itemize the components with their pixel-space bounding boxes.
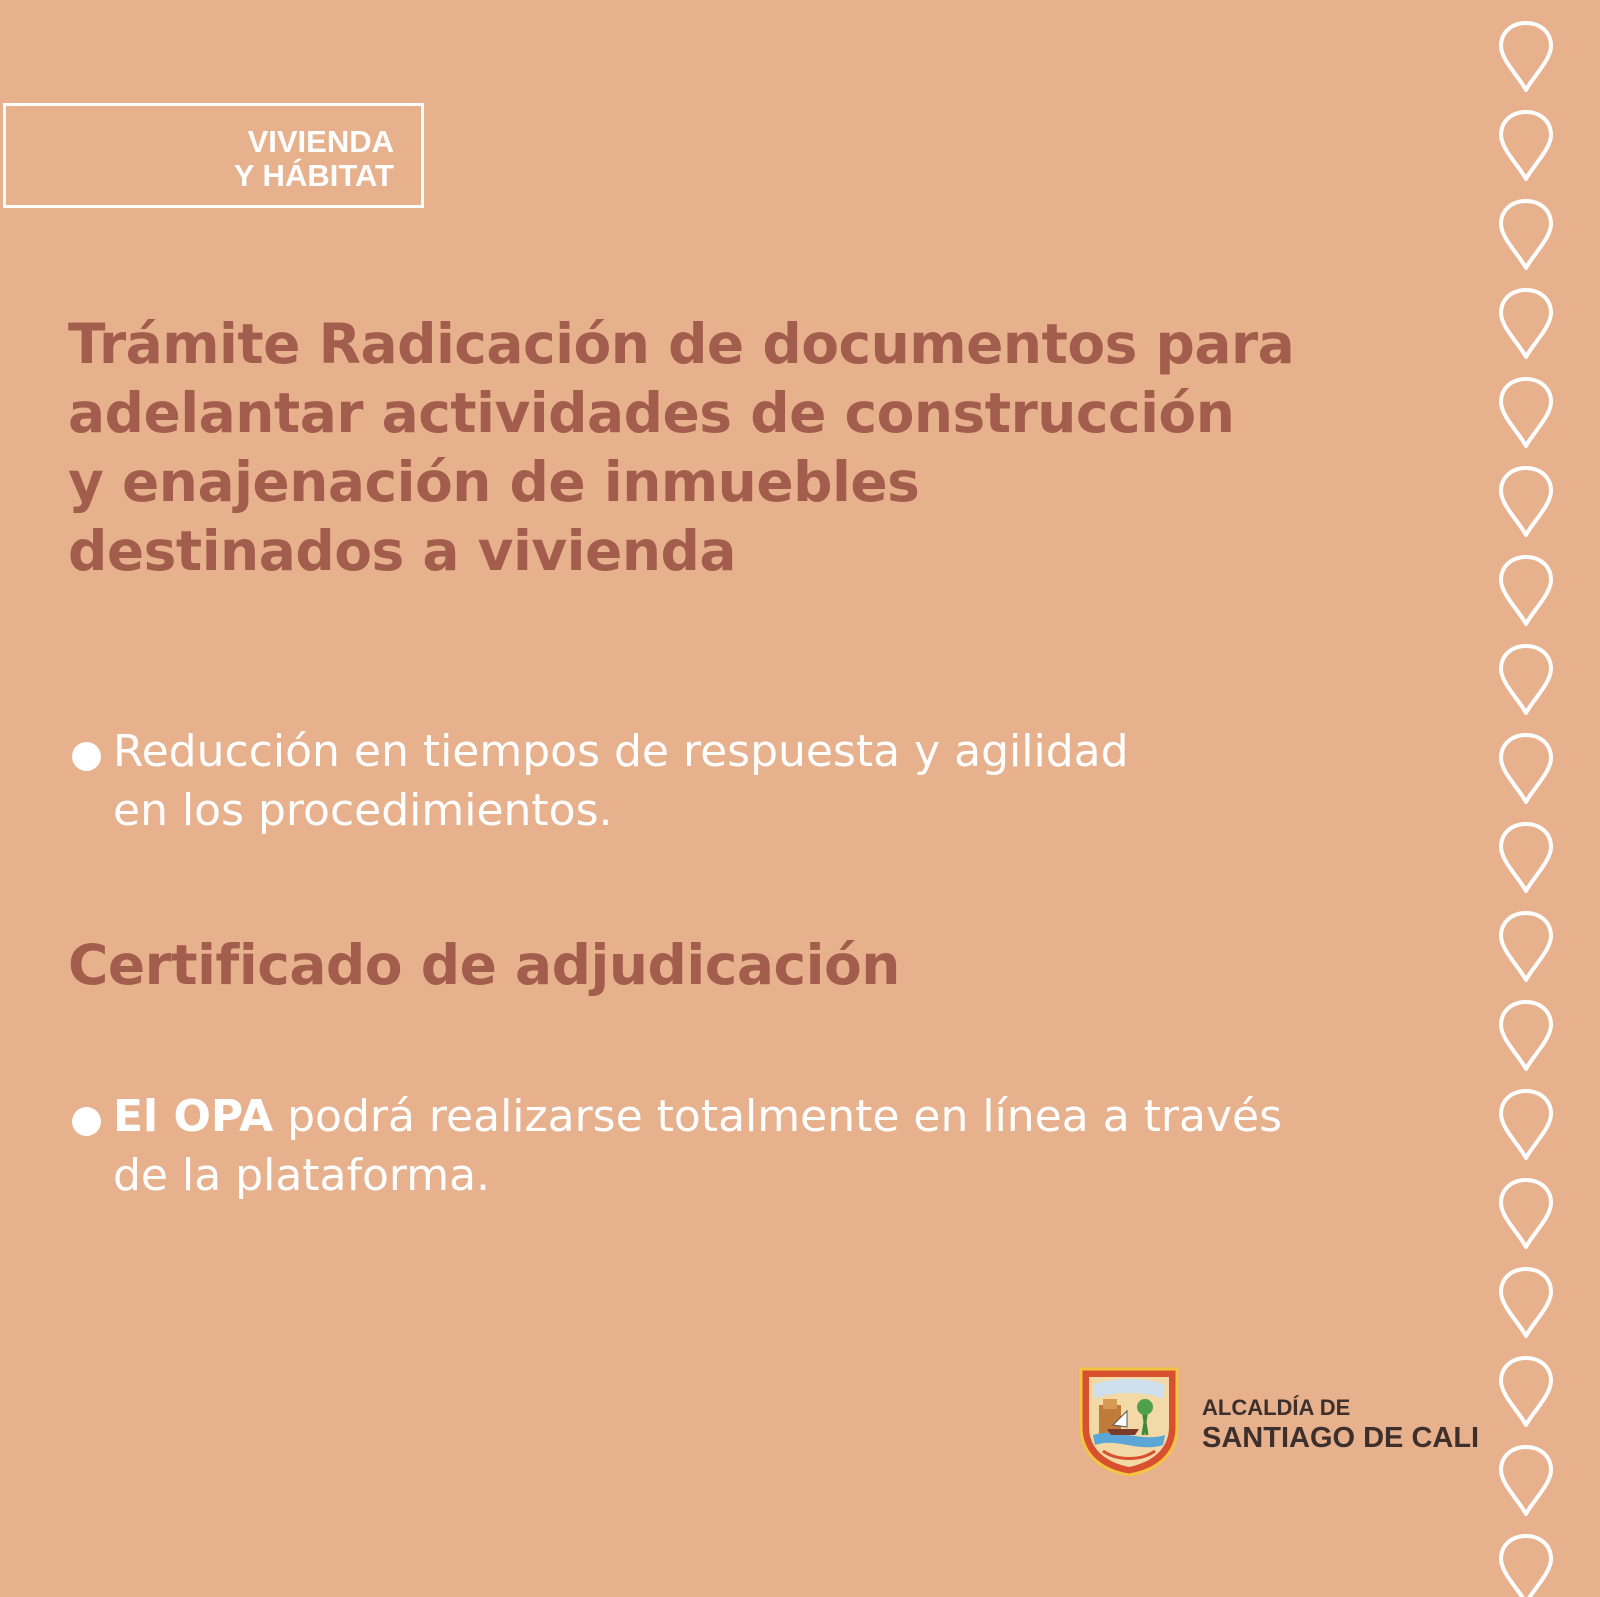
map-pin-outline-icon [1501, 735, 1551, 802]
bullet-line [113, 1087, 1412, 1146]
map-pin-outline-icon [1501, 201, 1551, 268]
map-pin-outline-icon [1496, 18, 1556, 1597]
bullet-item-opa-online [72, 1087, 1412, 1205]
map-pin-outline-icon [1501, 1358, 1551, 1425]
map-pin-outline-icon [1501, 1536, 1551, 1597]
bullet-line: de la plataforma. [113, 1150, 491, 1201]
map-pin-outline-icon [1501, 1180, 1551, 1247]
map-pin-outline-icon [1501, 23, 1551, 90]
title-line: adelantar actividades de construcción [68, 381, 1235, 445]
bullet-dot-icon [72, 742, 101, 771]
coat-of-arms-icon [1077, 1365, 1181, 1477]
title-line: Trámite Radicación de documentos para [68, 312, 1295, 376]
institution-logo-text [1202, 1395, 1479, 1455]
map-pin-outline-icon [1501, 379, 1551, 446]
section-tag [3, 103, 424, 208]
bullet-item-response-time [72, 722, 1412, 840]
map-pin-outline-icon [1501, 1447, 1551, 1514]
bullet-bold-term: El OPA [113, 1091, 274, 1142]
map-pin-outline-icon [1501, 824, 1551, 891]
section-tag-line2: Y HÁBITAT [233, 158, 394, 193]
map-pin-outline-icon [1501, 468, 1551, 535]
section-subtitle: Certificado de adjudicación [68, 933, 900, 997]
map-pin-outline-icon [1501, 646, 1551, 713]
title-line: y enajenación de inmuebles [68, 450, 920, 514]
map-pin-outline-icon [1501, 1269, 1551, 1336]
map-pin-outline-icon [1501, 557, 1551, 624]
title-line: destinados a vivienda [68, 519, 736, 583]
bullet-line: en los procedimientos. [113, 785, 613, 836]
logo-text-line1: ALCALDÍA DE [1202, 1395, 1351, 1420]
bullet-text [113, 1087, 1412, 1205]
logo-text-line2: SANTIAGO DE CALI [1202, 1422, 1480, 1454]
map-pin-outline-icon [1501, 1002, 1551, 1069]
map-pin-outline-icon [1501, 913, 1551, 980]
bullet-text [113, 722, 1412, 840]
map-pin-outline-icon [1501, 290, 1551, 357]
map-pin-outline-icon [1501, 1091, 1551, 1158]
bullet-line: Reducción en tiempos de respuesta y agilidad [113, 726, 1129, 777]
bullet-dot-icon [72, 1107, 101, 1136]
map-pin-column [1496, 18, 1556, 1597]
page-title [68, 310, 1438, 586]
map-pin-outline-icon [1501, 112, 1551, 179]
bullet-line-rest: podrá realizarse totalmente en línea a través [273, 1091, 1282, 1142]
section-tag-line1: VIVIENDA [247, 124, 394, 159]
